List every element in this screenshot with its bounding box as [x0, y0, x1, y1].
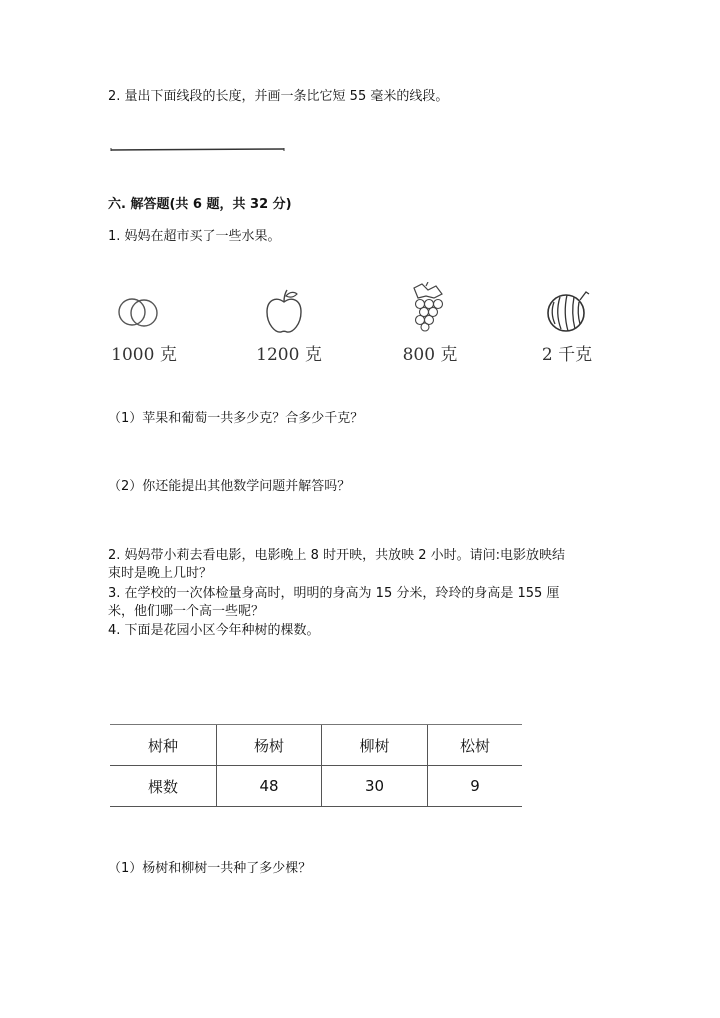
- table-row: [110, 766, 522, 807]
- question-2-line-1: 2. 妈妈带小莉去看电影，电影晚上 8 时开映，共放映 2 小时。请问:电影放映结: [108, 548, 565, 563]
- table-cell: 9: [428, 766, 523, 807]
- question-4-intro: 4. 下面是花园小区今年种树的棵数。: [108, 623, 320, 638]
- question-2-line-2: 束时是晚上几时？: [108, 566, 213, 581]
- table-cell: 柳树: [322, 725, 428, 766]
- line-segment: [110, 148, 285, 151]
- grapes-icon: [408, 282, 448, 332]
- question-1-intro: 1. 妈妈在超市买了一些水果。: [108, 229, 281, 244]
- table-cell: 30: [322, 766, 428, 807]
- fruit-label-watermelon: 2 千克: [541, 345, 593, 365]
- fruit-label-apple: 1200 克: [256, 345, 322, 365]
- question-1-sub-1: （1）苹果和葡萄一共多少克？合多少千克？: [108, 411, 364, 426]
- section-6-heading: 六. 解答题(共 6 题，共 32 分): [108, 197, 292, 212]
- question-3-line-1: 3. 在学校的一次体检量身高时，明明的身高为 15 分米，玲玲的身高是 155 厘: [108, 586, 560, 601]
- orange-icon: [116, 294, 162, 330]
- tree-count-table: [110, 724, 522, 807]
- apple-icon: [264, 288, 304, 336]
- question-3-line-2: 米，他们哪一个高一些呢？: [108, 604, 265, 619]
- fruit-label-grapes: 800 克: [402, 345, 458, 365]
- table-cell: 48: [217, 766, 322, 807]
- question-5-2: 2. 量出下面线段的长度，并画一条比它短 55 毫米的线段。: [108, 89, 449, 104]
- watermelon-icon: [546, 288, 594, 334]
- question-4-sub-1: （1）杨树和柳树一共种了多少棵？: [108, 861, 312, 876]
- table-cell: 棵数: [110, 766, 217, 807]
- fruit-label-orange: 1000 克: [111, 345, 177, 365]
- table-cell: 杨树: [217, 725, 322, 766]
- table-header-row: [110, 725, 522, 766]
- question-1-sub-2: （2）你还能提出其他数学问题并解答吗？: [108, 479, 351, 494]
- table-cell: 树种: [110, 725, 217, 766]
- table-cell: 松树: [428, 725, 523, 766]
